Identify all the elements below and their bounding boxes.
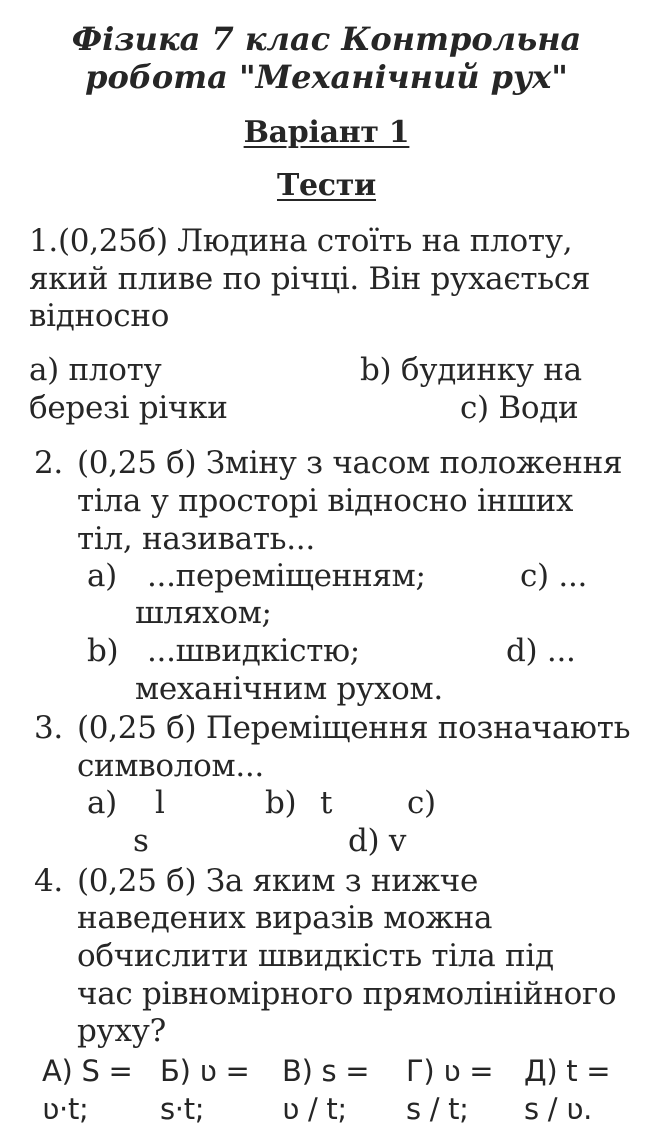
q1-text-line-2: який пливе по річці. Він рухається [29,261,591,297]
q4-text-line-3: обчислити швидкість тіла під [77,938,554,974]
q4-option-d-line-1: Г) ʋ = [406,1054,494,1088]
q4-option-b-line-2: s·t; [160,1092,205,1126]
q3-option-a: l [155,785,165,821]
q4-text-line-1: (0,25 б) За яким з нижче [77,863,479,899]
variant-heading [0,113,653,152]
q4-option-a-line-2: ʋ·t; [42,1092,89,1126]
title-line-1: Фізика 7 клас Контрольна [71,20,582,58]
q1-option-c: c) Води [460,390,579,426]
q2-text-line-3: тіл, називать... [77,521,315,557]
variant-label: Варіант 1 [243,115,410,150]
q1-text-line-1: 1.(0,25б) Людина стоїть на плоту, [29,223,573,259]
q2-option-a: ...переміщенням; [147,558,426,594]
q3-text-line-2: символом... [77,748,264,784]
q3-option-c: s [133,823,149,859]
q3-option-b-letter: b) [265,785,297,821]
q2-option-b: ...швидкістю; [147,633,360,669]
q3-option-d: d) v [348,823,407,859]
q4-option-e-line-2: s / ʋ. [524,1092,593,1126]
q3-number: 3. [34,710,63,746]
title-line-2: робота "Механічний рух" [85,58,568,96]
q4-option-a-line-1: A) S = [42,1054,133,1088]
q4-option-c-line-1: B) s = [282,1054,370,1088]
q2-option-c: c) ... [520,558,588,594]
q4-option-b-line-1: Б) ʋ = [160,1054,250,1088]
q2-option-a-letter: a) [87,558,117,594]
q4-text-line-5: руху? [77,1013,166,1049]
q2-option-c-continued: шляхом; [135,595,272,631]
q4-option-e-line-1: Д) t = [524,1054,611,1088]
q2-option-d-continued: механічним рухом. [135,671,443,707]
section-heading [0,166,653,205]
q4-text-line-4: час рівномірного прямолінійного [77,976,617,1012]
q2-option-b-letter: b) [87,633,119,669]
q4-text-line-2: наведених виразів можна [77,900,493,936]
q1-text-line-3: відносно [29,298,170,334]
q2-text-line-1: (0,25 б) Зміну з часом положення [77,445,623,481]
q3-option-a-letter: a) [87,785,117,821]
q1-option-a: a) плоту [29,352,162,388]
q2-number: 2. [34,445,63,481]
q4-number: 4. [34,863,63,899]
section-label: Тести [276,168,377,203]
q2-option-d: d) ... [506,633,576,669]
q1-option-b: b) будинку на [360,352,582,388]
q3-text-line-1: (0,25 б) Переміщення позначають [77,710,631,746]
q3-option-c-letter: c) [407,785,436,821]
q2-text-line-2: тіла у просторі відносно інших [77,483,574,519]
q4-option-d-line-2: s / t; [406,1092,469,1126]
q1-option-b-continued: березі річки [29,390,228,426]
q4-option-c-line-2: ʋ / t; [282,1092,347,1126]
q3-option-b: t [320,785,333,821]
